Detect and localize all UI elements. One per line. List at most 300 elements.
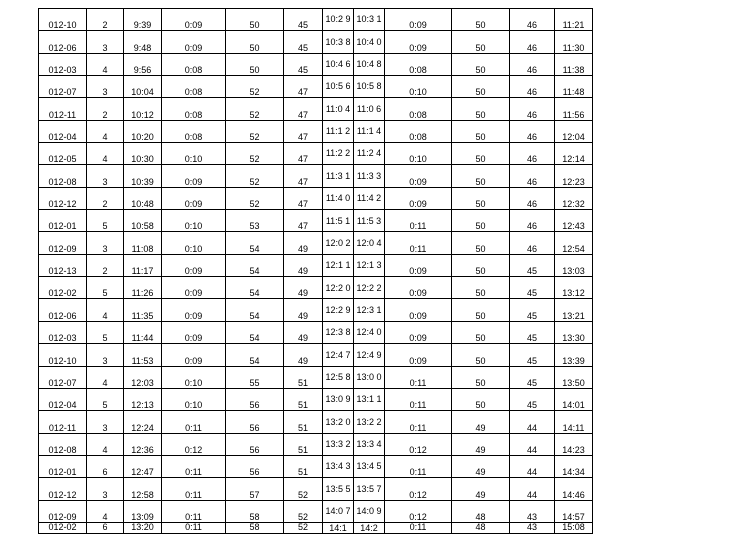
table-row — [39, 31, 593, 53]
id-cell: 012-03 — [39, 53, 87, 75]
duration-cell: 0:08 — [162, 53, 226, 75]
value-b-cell: 49 — [284, 232, 323, 254]
duration-2-cell: 0:09 — [385, 187, 452, 209]
value-d-cell: 45 — [510, 366, 555, 388]
value-a-cell: 54 — [226, 277, 284, 299]
duration-2-cell: 0:10 — [385, 143, 452, 165]
value-d-cell: 46 — [510, 143, 555, 165]
value-c-cell: 50 — [452, 321, 510, 343]
id-cell: 012-10 — [39, 344, 87, 366]
duration-2-cell: 0:09 — [385, 344, 452, 366]
time-a-cell: 11:4 0 — [323, 187, 354, 209]
duration-2-cell: 0:10 — [385, 76, 452, 98]
end-cell: 11:48 — [555, 76, 593, 98]
value-d-cell: 46 — [510, 53, 555, 75]
value-c-cell: 50 — [452, 210, 510, 232]
duration-2-cell: 0:11 — [385, 366, 452, 388]
duration-cell: 0:09 — [162, 187, 226, 209]
duration-2-cell: 0:08 — [385, 98, 452, 120]
start-cell: 10:12 — [124, 98, 162, 120]
time-a-cell: 10:5 6 — [323, 76, 354, 98]
value-b-cell: 52 — [284, 500, 323, 522]
duration-2-cell: 0:12 — [385, 433, 452, 455]
time-a-cell: 13:4 3 — [323, 455, 354, 477]
value-b-cell: 47 — [284, 143, 323, 165]
table-row — [39, 500, 593, 522]
time-a-cell: 13:5 5 — [323, 478, 354, 500]
duration-2-cell: 0:11 — [385, 455, 452, 477]
id-cell: 012-06 — [39, 299, 87, 321]
value-b-cell: 49 — [284, 321, 323, 343]
value-a-cell: 54 — [226, 254, 284, 276]
id-cell: 012-01 — [39, 455, 87, 477]
time-a-cell: 11:1 2 — [323, 120, 354, 142]
value-a-cell: 50 — [226, 31, 284, 53]
table-row — [39, 120, 593, 142]
table-row — [39, 411, 593, 433]
duration-2-cell: 0:11 — [385, 210, 452, 232]
value-d-cell: 46 — [510, 31, 555, 53]
value-b-cell: 47 — [284, 98, 323, 120]
end-cell: 15:08 — [555, 522, 593, 533]
table-body — [39, 9, 593, 534]
count-cell: 2 — [87, 187, 124, 209]
value-a-cell: 57 — [226, 478, 284, 500]
value-a-cell: 56 — [226, 388, 284, 410]
value-c-cell: 50 — [452, 388, 510, 410]
time-b-cell: 10:4 0 — [354, 31, 385, 53]
end-cell: 13:50 — [555, 366, 593, 388]
value-c-cell: 50 — [452, 120, 510, 142]
value-b-cell: 49 — [284, 344, 323, 366]
time-b-cell: 13:4 5 — [354, 455, 385, 477]
duration-cell: 0:10 — [162, 143, 226, 165]
id-cell: 012-10 — [39, 9, 87, 31]
table-row — [39, 433, 593, 455]
table-row — [39, 53, 593, 75]
value-d-cell: 46 — [510, 9, 555, 31]
table-row — [39, 344, 593, 366]
start-cell: 12:36 — [124, 433, 162, 455]
count-cell: 4 — [87, 120, 124, 142]
value-b-cell: 45 — [284, 53, 323, 75]
value-a-cell: 54 — [226, 321, 284, 343]
value-b-cell: 51 — [284, 455, 323, 477]
schedule-table — [38, 8, 593, 534]
duration-cell: 0:09 — [162, 31, 226, 53]
id-cell: 012-04 — [39, 120, 87, 142]
table-row — [39, 9, 593, 31]
start-cell: 10:20 — [124, 120, 162, 142]
count-cell: 4 — [87, 433, 124, 455]
value-b-cell: 51 — [284, 366, 323, 388]
id-cell: 012-07 — [39, 366, 87, 388]
value-a-cell: 50 — [226, 53, 284, 75]
count-cell: 2 — [87, 9, 124, 31]
table-row — [39, 143, 593, 165]
value-d-cell: 46 — [510, 120, 555, 142]
time-b-cell: 11:5 3 — [354, 210, 385, 232]
value-d-cell: 45 — [510, 254, 555, 276]
id-cell: 012-12 — [39, 478, 87, 500]
duration-2-cell: 0:09 — [385, 299, 452, 321]
count-cell: 3 — [87, 165, 124, 187]
value-a-cell: 53 — [226, 210, 284, 232]
id-cell: 012-06 — [39, 31, 87, 53]
table-row — [39, 98, 593, 120]
time-b-cell: 11:1 4 — [354, 120, 385, 142]
count-cell: 2 — [87, 254, 124, 276]
duration-cell: 0:10 — [162, 366, 226, 388]
id-cell: 012-04 — [39, 388, 87, 410]
start-cell: 11:08 — [124, 232, 162, 254]
duration-cell: 0:09 — [162, 321, 226, 343]
time-a-cell: 14:1 — [323, 522, 354, 533]
value-a-cell: 54 — [226, 232, 284, 254]
duration-2-cell: 0:08 — [385, 53, 452, 75]
value-d-cell: 45 — [510, 344, 555, 366]
duration-2-cell: 0:09 — [385, 321, 452, 343]
duration-cell: 0:10 — [162, 388, 226, 410]
table-row — [39, 277, 593, 299]
duration-cell: 0:09 — [162, 165, 226, 187]
time-a-cell: 14:0 7 — [323, 500, 354, 522]
time-b-cell: 13:0 0 — [354, 366, 385, 388]
time-a-cell: 13:0 9 — [323, 388, 354, 410]
end-cell: 11:56 — [555, 98, 593, 120]
start-cell: 13:09 — [124, 500, 162, 522]
time-a-cell: 10:4 6 — [323, 53, 354, 75]
time-a-cell: 12:4 7 — [323, 344, 354, 366]
id-cell: 012-11 — [39, 98, 87, 120]
end-cell: 11:38 — [555, 53, 593, 75]
value-a-cell: 52 — [226, 98, 284, 120]
time-a-cell: 12:2 0 — [323, 277, 354, 299]
value-d-cell: 45 — [510, 277, 555, 299]
id-cell: 012-03 — [39, 321, 87, 343]
value-d-cell: 46 — [510, 165, 555, 187]
start-cell: 10:30 — [124, 143, 162, 165]
start-cell: 11:53 — [124, 344, 162, 366]
start-cell: 12:47 — [124, 455, 162, 477]
start-cell: 10:04 — [124, 76, 162, 98]
time-b-cell: 12:1 3 — [354, 254, 385, 276]
count-cell: 5 — [87, 210, 124, 232]
start-cell: 11:35 — [124, 299, 162, 321]
count-cell: 6 — [87, 522, 124, 533]
time-a-cell: 13:2 0 — [323, 411, 354, 433]
count-cell: 3 — [87, 76, 124, 98]
value-d-cell: 45 — [510, 321, 555, 343]
value-b-cell: 47 — [284, 210, 323, 232]
table-row — [39, 366, 593, 388]
time-b-cell: 13:2 2 — [354, 411, 385, 433]
duration-cell: 0:08 — [162, 98, 226, 120]
time-a-cell: 10:3 8 — [323, 31, 354, 53]
count-cell: 3 — [87, 411, 124, 433]
count-cell: 4 — [87, 299, 124, 321]
count-cell: 3 — [87, 31, 124, 53]
duration-2-cell: 0:12 — [385, 478, 452, 500]
value-c-cell: 50 — [452, 277, 510, 299]
start-cell: 11:17 — [124, 254, 162, 276]
duration-cell: 0:09 — [162, 344, 226, 366]
time-a-cell: 12:2 9 — [323, 299, 354, 321]
start-cell: 9:39 — [124, 9, 162, 31]
end-cell: 13:30 — [555, 321, 593, 343]
id-cell: 012-09 — [39, 232, 87, 254]
id-cell: 012-13 — [39, 254, 87, 276]
id-cell: 012-01 — [39, 210, 87, 232]
start-cell: 12:24 — [124, 411, 162, 433]
duration-cell: 0:11 — [162, 522, 226, 533]
id-cell: 012-07 — [39, 76, 87, 98]
value-c-cell: 50 — [452, 143, 510, 165]
value-d-cell: 44 — [510, 411, 555, 433]
value-b-cell: 47 — [284, 187, 323, 209]
id-cell: 012-02 — [39, 522, 87, 533]
count-cell: 3 — [87, 478, 124, 500]
duration-cell: 0:09 — [162, 9, 226, 31]
value-d-cell: 43 — [510, 522, 555, 533]
duration-cell: 0:09 — [162, 277, 226, 299]
time-a-cell: 11:2 2 — [323, 143, 354, 165]
value-a-cell: 56 — [226, 433, 284, 455]
duration-cell: 0:08 — [162, 76, 226, 98]
value-c-cell: 49 — [452, 433, 510, 455]
value-b-cell: 45 — [284, 31, 323, 53]
id-cell: 012-12 — [39, 187, 87, 209]
duration-cell: 0:10 — [162, 210, 226, 232]
table-row — [39, 76, 593, 98]
end-cell: 12:04 — [555, 120, 593, 142]
end-cell: 13:39 — [555, 344, 593, 366]
value-c-cell: 50 — [452, 366, 510, 388]
table-row — [39, 522, 593, 533]
id-cell: 012-05 — [39, 143, 87, 165]
end-cell: 12:14 — [555, 143, 593, 165]
duration-cell: 0:09 — [162, 254, 226, 276]
time-b-cell: 10:3 1 — [354, 9, 385, 31]
time-a-cell: 11:0 4 — [323, 98, 354, 120]
value-b-cell: 52 — [284, 478, 323, 500]
value-c-cell: 49 — [452, 455, 510, 477]
duration-2-cell: 0:11 — [385, 388, 452, 410]
value-a-cell: 56 — [226, 411, 284, 433]
start-cell: 10:58 — [124, 210, 162, 232]
value-d-cell: 45 — [510, 388, 555, 410]
count-cell: 4 — [87, 143, 124, 165]
start-cell: 11:44 — [124, 321, 162, 343]
end-cell: 12:43 — [555, 210, 593, 232]
time-a-cell: 11:3 1 — [323, 165, 354, 187]
end-cell: 11:30 — [555, 31, 593, 53]
value-a-cell: 52 — [226, 143, 284, 165]
duration-2-cell: 0:09 — [385, 165, 452, 187]
duration-2-cell: 0:09 — [385, 277, 452, 299]
time-b-cell: 10:4 8 — [354, 53, 385, 75]
duration-2-cell: 0:11 — [385, 232, 452, 254]
duration-2-cell: 0:11 — [385, 411, 452, 433]
time-b-cell: 12:0 4 — [354, 232, 385, 254]
duration-cell: 0:11 — [162, 478, 226, 500]
value-d-cell: 46 — [510, 187, 555, 209]
table-row — [39, 187, 593, 209]
value-c-cell: 49 — [452, 478, 510, 500]
time-a-cell: 12:3 8 — [323, 321, 354, 343]
start-cell: 10:48 — [124, 187, 162, 209]
start-cell: 10:39 — [124, 165, 162, 187]
value-b-cell: 52 — [284, 522, 323, 533]
duration-cell: 0:11 — [162, 455, 226, 477]
time-b-cell: 13:3 4 — [354, 433, 385, 455]
id-cell: 012-02 — [39, 277, 87, 299]
time-a-cell: 12:0 2 — [323, 232, 354, 254]
count-cell: 2 — [87, 98, 124, 120]
value-d-cell: 44 — [510, 433, 555, 455]
time-a-cell: 12:1 1 — [323, 254, 354, 276]
count-cell: 4 — [87, 500, 124, 522]
table-row — [39, 478, 593, 500]
time-b-cell: 14:2 — [354, 522, 385, 533]
value-b-cell: 47 — [284, 76, 323, 98]
value-a-cell: 58 — [226, 522, 284, 533]
time-b-cell: 12:2 2 — [354, 277, 385, 299]
count-cell: 5 — [87, 277, 124, 299]
value-b-cell: 51 — [284, 388, 323, 410]
value-d-cell: 46 — [510, 210, 555, 232]
table-row — [39, 210, 593, 232]
duration-cell: 0:11 — [162, 500, 226, 522]
table-row — [39, 388, 593, 410]
time-a-cell: 10:2 9 — [323, 9, 354, 31]
value-c-cell: 48 — [452, 522, 510, 533]
id-cell: 012-09 — [39, 500, 87, 522]
value-c-cell: 49 — [452, 411, 510, 433]
table-row — [39, 232, 593, 254]
start-cell: 9:48 — [124, 31, 162, 53]
duration-cell: 0:11 — [162, 411, 226, 433]
value-a-cell: 55 — [226, 366, 284, 388]
end-cell: 13:12 — [555, 277, 593, 299]
value-d-cell: 46 — [510, 232, 555, 254]
time-b-cell: 11:2 4 — [354, 143, 385, 165]
value-b-cell: 49 — [284, 277, 323, 299]
end-cell: 11:21 — [555, 9, 593, 31]
id-cell: 012-11 — [39, 411, 87, 433]
value-c-cell: 50 — [452, 165, 510, 187]
time-a-cell: 12:5 8 — [323, 366, 354, 388]
start-cell: 11:26 — [124, 277, 162, 299]
value-b-cell: 45 — [284, 9, 323, 31]
duration-2-cell: 0:08 — [385, 120, 452, 142]
count-cell: 5 — [87, 321, 124, 343]
duration-cell: 0:09 — [162, 299, 226, 321]
value-c-cell: 50 — [452, 232, 510, 254]
value-a-cell: 56 — [226, 455, 284, 477]
table-row — [39, 455, 593, 477]
value-c-cell: 50 — [452, 53, 510, 75]
duration-2-cell: 0:11 — [385, 522, 452, 533]
value-c-cell: 50 — [452, 344, 510, 366]
duration-2-cell: 0:12 — [385, 500, 452, 522]
time-b-cell: 13:5 7 — [354, 478, 385, 500]
value-c-cell: 50 — [452, 76, 510, 98]
table-row — [39, 254, 593, 276]
count-cell: 6 — [87, 455, 124, 477]
value-b-cell: 49 — [284, 299, 323, 321]
value-a-cell: 54 — [226, 299, 284, 321]
value-b-cell: 47 — [284, 165, 323, 187]
duration-2-cell: 0:09 — [385, 9, 452, 31]
time-b-cell: 12:3 1 — [354, 299, 385, 321]
count-cell: 3 — [87, 232, 124, 254]
value-d-cell: 44 — [510, 455, 555, 477]
start-cell: 12:03 — [124, 366, 162, 388]
value-d-cell: 45 — [510, 299, 555, 321]
value-a-cell: 52 — [226, 120, 284, 142]
value-b-cell: 51 — [284, 433, 323, 455]
time-b-cell: 12:4 0 — [354, 321, 385, 343]
start-cell: 9:56 — [124, 53, 162, 75]
end-cell: 14:01 — [555, 388, 593, 410]
count-cell: 4 — [87, 366, 124, 388]
duration-2-cell: 0:09 — [385, 31, 452, 53]
value-a-cell: 52 — [226, 187, 284, 209]
end-cell: 14:11 — [555, 411, 593, 433]
value-c-cell: 50 — [452, 254, 510, 276]
id-cell: 012-08 — [39, 165, 87, 187]
time-b-cell: 14:0 9 — [354, 500, 385, 522]
time-a-cell: 13:3 2 — [323, 433, 354, 455]
end-cell: 12:54 — [555, 232, 593, 254]
start-cell: 12:58 — [124, 478, 162, 500]
time-b-cell: 10:5 8 — [354, 76, 385, 98]
value-a-cell: 52 — [226, 76, 284, 98]
value-d-cell: 46 — [510, 98, 555, 120]
value-c-cell: 50 — [452, 299, 510, 321]
value-c-cell: 48 — [452, 500, 510, 522]
value-d-cell: 46 — [510, 76, 555, 98]
value-d-cell: 43 — [510, 500, 555, 522]
value-a-cell: 54 — [226, 344, 284, 366]
time-b-cell: 11:4 2 — [354, 187, 385, 209]
end-cell: 14:34 — [555, 455, 593, 477]
value-b-cell: 49 — [284, 254, 323, 276]
duration-2-cell: 0:09 — [385, 254, 452, 276]
value-c-cell: 50 — [452, 9, 510, 31]
value-c-cell: 50 — [452, 31, 510, 53]
id-cell: 012-08 — [39, 433, 87, 455]
value-d-cell: 44 — [510, 478, 555, 500]
table-row — [39, 165, 593, 187]
end-cell: 12:23 — [555, 165, 593, 187]
count-cell: 5 — [87, 388, 124, 410]
duration-cell: 0:12 — [162, 433, 226, 455]
count-cell: 3 — [87, 344, 124, 366]
value-a-cell: 50 — [226, 9, 284, 31]
start-cell: 12:13 — [124, 388, 162, 410]
value-a-cell: 52 — [226, 165, 284, 187]
end-cell: 13:03 — [555, 254, 593, 276]
time-b-cell: 11:0 6 — [354, 98, 385, 120]
time-b-cell: 13:1 1 — [354, 388, 385, 410]
end-cell: 12:32 — [555, 187, 593, 209]
end-cell: 13:21 — [555, 299, 593, 321]
count-cell: 4 — [87, 53, 124, 75]
time-a-cell: 11:5 1 — [323, 210, 354, 232]
end-cell: 14:23 — [555, 433, 593, 455]
